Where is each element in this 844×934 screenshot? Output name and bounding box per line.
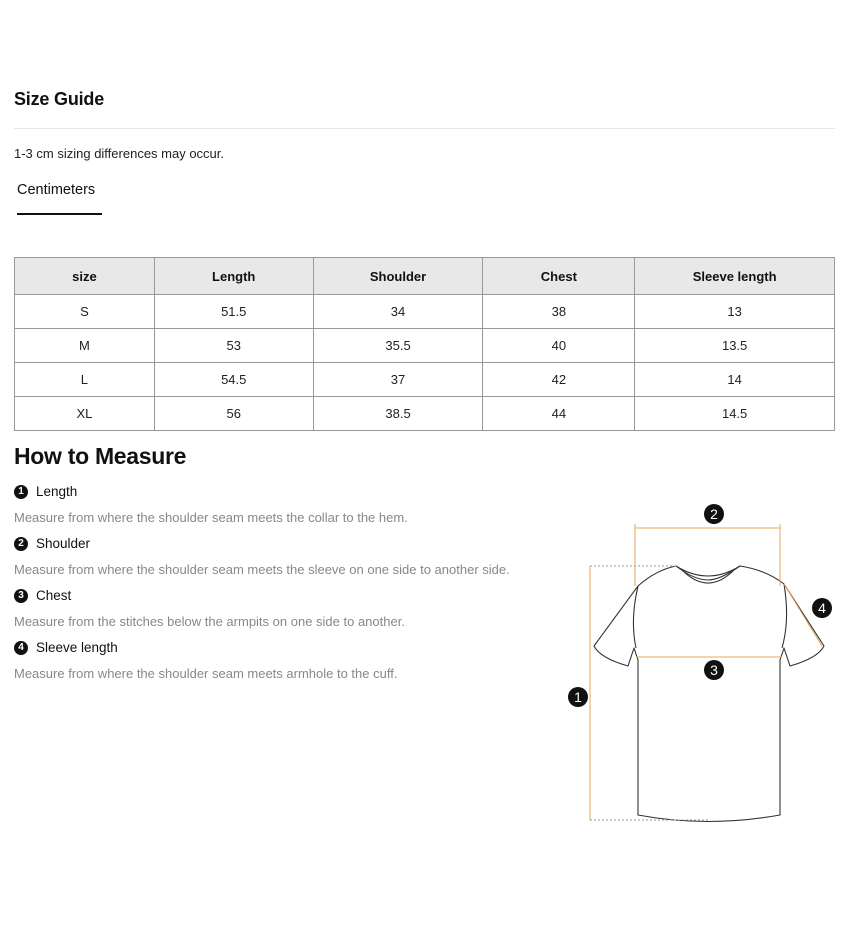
- step-length-description: Measure from where the shoulder seam meets the collar to the hem.: [14, 510, 408, 525]
- tab-centimeters[interactable]: [17, 182, 102, 215]
- marker-1-icon: 1: [568, 687, 588, 707]
- column-header-shoulder: Shoulder: [313, 258, 483, 295]
- cell-sleeve-length: 13: [635, 295, 835, 329]
- step-length-heading: [14, 484, 77, 499]
- cell-shoulder: 38.5: [313, 397, 483, 431]
- page-title: Size Guide: [14, 89, 105, 109]
- step-label: Chest: [36, 588, 72, 603]
- marker-3-icon: 3: [704, 660, 724, 680]
- cell-shoulder: 35.5: [313, 329, 483, 363]
- cell-size: M: [15, 329, 155, 363]
- step-label: Shoulder: [36, 536, 91, 551]
- number-4-icon: 4: [14, 641, 28, 655]
- cell-length: 54.5: [154, 363, 313, 397]
- column-header-sleeve-length: Sleeve length: [635, 258, 835, 295]
- cell-chest: 40: [483, 329, 635, 363]
- cell-chest: 42: [483, 363, 635, 397]
- step-label: Length: [36, 484, 78, 499]
- cell-length: 56: [154, 397, 313, 431]
- cell-chest: 38: [483, 295, 635, 329]
- step-shoulder-description: Measure from where the shoulder seam meets the sleeve on one side to another side.: [14, 562, 510, 577]
- step-shoulder-heading: [14, 536, 90, 551]
- tshirt-icon: [560, 500, 844, 830]
- table-row: [15, 329, 835, 363]
- column-header-size: size: [15, 258, 155, 295]
- cell-sleeve-length: 14: [635, 363, 835, 397]
- step-sleeve-length-heading: [14, 640, 118, 655]
- number-3-icon: 3: [14, 589, 28, 603]
- active-tab-indicator: [17, 213, 102, 215]
- step-chest-heading: [14, 588, 71, 603]
- tab-label: Centimeters: [17, 182, 96, 198]
- step-sleeve-length-description: Measure from where the shoulder seam meets armhole to the cuff.: [14, 666, 398, 681]
- divider: [14, 128, 835, 129]
- step-chest-description: Measure from the stitches below the armpits on one side to another.: [14, 614, 405, 629]
- cell-sleeve-length: 13.5: [635, 329, 835, 363]
- step-label: Sleeve length: [36, 640, 118, 655]
- cell-size: S: [15, 295, 155, 329]
- cell-length: 53: [154, 329, 313, 363]
- marker-4-icon: 4: [812, 598, 832, 618]
- marker-2-icon: 2: [704, 504, 724, 524]
- cell-sleeve-length: 14.5: [635, 397, 835, 431]
- column-header-length: Length: [154, 258, 313, 295]
- cell-size: XL: [15, 397, 155, 431]
- measurement-diagram: [560, 500, 844, 830]
- column-header-chest: Chest: [483, 258, 635, 295]
- number-2-icon: 2: [14, 537, 28, 551]
- size-table: [14, 257, 835, 431]
- cell-size: L: [15, 363, 155, 397]
- table-row: [15, 363, 835, 397]
- sizing-note: 1-3 cm sizing differences may occur.: [14, 146, 225, 161]
- cell-shoulder: 37: [313, 363, 483, 397]
- table-row: [15, 295, 835, 329]
- table-header-row: [15, 258, 835, 295]
- how-to-measure-title: How to Measure: [14, 443, 187, 469]
- cell-shoulder: 34: [313, 295, 483, 329]
- cell-length: 51.5: [154, 295, 313, 329]
- cell-chest: 44: [483, 397, 635, 431]
- number-1-icon: 1: [14, 485, 28, 499]
- table-row: [15, 397, 835, 431]
